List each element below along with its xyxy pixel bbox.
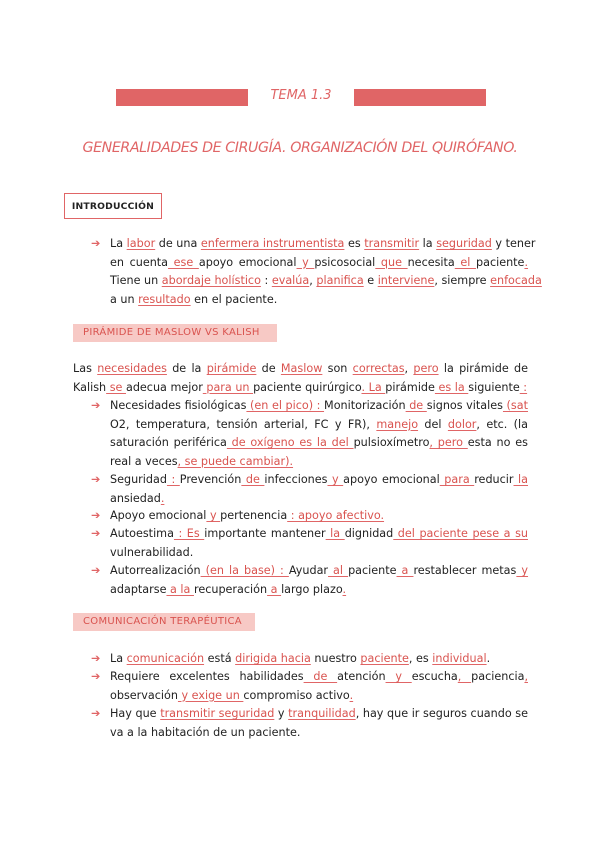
comunicacion-heading: COMUNICACIÓN TERAPÉUTICA: [73, 613, 255, 631]
text-segment: pulsioxímetro: [353, 436, 430, 449]
highlighted-term: necesidades: [97, 362, 167, 375]
highlighted-term: pirámide: [206, 362, 257, 375]
text-segment: de una: [155, 237, 201, 250]
text-segment: nuestro: [310, 652, 361, 665]
text-segment: esta no es: [467, 436, 528, 449]
highlighted-term: a: [267, 582, 282, 596]
highlighted-term: es la: [434, 380, 469, 394]
highlighted-term: que: [375, 255, 408, 269]
highlighted-term: :: [519, 380, 528, 394]
highlighted-term: tranquilidad: [288, 707, 356, 720]
text-segment: del: [418, 417, 448, 431]
highlighted-term: ,: [457, 670, 472, 683]
arrow-right-icon: ➔: [91, 399, 101, 412]
text-line: [110, 254, 528, 273]
highlighted-term: , se puede cambiar).: [177, 454, 294, 468]
text-segment: infecciones: [264, 473, 328, 486]
tema-label: TEMA 1.3: [270, 88, 332, 103]
highlighted-term: transmitir seguridad: [160, 707, 275, 720]
text-segment: de: [256, 362, 281, 375]
highlighted-term: . La: [361, 380, 386, 394]
text-line: [110, 235, 536, 254]
text-segment: Las: [73, 362, 98, 375]
highlighted-term: planifica: [316, 274, 364, 287]
text-line: [110, 668, 528, 687]
text-segment: Requiere excelentes habilidades: [110, 670, 304, 683]
text-segment: ansiedad: [110, 491, 161, 505]
intro-bullet-1: [91, 235, 542, 309]
highlighted-term: al: [328, 564, 349, 577]
text-segment: , siempre: [434, 274, 491, 287]
highlighted-term: , pero: [429, 436, 468, 449]
text-segment: necesita: [407, 255, 455, 269]
text-line: [110, 453, 528, 472]
arrow-right-icon: ➔: [91, 670, 101, 683]
text-line: [110, 416, 528, 435]
arrow-right-icon: ➔: [91, 707, 101, 720]
highlighted-term: de oxígeno es la del: [226, 436, 354, 449]
text-segment: Ayudar: [288, 564, 329, 577]
text-segment: apoyo emocional: [198, 255, 297, 269]
text-segment: compromiso activo: [243, 688, 350, 702]
text-segment: Prevención: [179, 473, 242, 486]
text-segment: en cuenta: [110, 255, 169, 269]
text-segment: está: [204, 652, 236, 665]
text-segment: Necesidades fisiológicas: [110, 399, 247, 412]
text-segment: la pirámide de: [438, 362, 528, 375]
highlighted-term: Maslow: [280, 362, 323, 375]
text-segment: .: [486, 652, 491, 665]
text-segment: siguiente: [468, 380, 520, 394]
text-segment: largo plazo: [281, 582, 343, 596]
text-line: [73, 360, 528, 379]
text-segment: Hay que: [110, 707, 161, 720]
text-line: [110, 471, 528, 490]
highlighted-term: ,: [524, 670, 528, 683]
comunicacion-bullet-3: [91, 705, 529, 742]
text-line: [110, 291, 528, 310]
highlighted-term: del paciente pese a su: [393, 527, 528, 540]
text-segment: observación: [110, 688, 178, 702]
highlighted-term: : Es: [173, 527, 205, 540]
maslow-bullet-seguridad: [91, 471, 528, 508]
text-segment: a un: [110, 292, 139, 306]
highlighted-term: seguridad: [436, 237, 492, 250]
text-line: [73, 379, 528, 398]
highlighted-term: y: [385, 670, 412, 683]
maslow-bullet-fisiologicas: [91, 397, 528, 471]
highlighted-term: pero: [413, 362, 439, 375]
text-segment: reducir: [474, 473, 514, 486]
highlighted-term: para: [439, 473, 475, 486]
text-segment: psicosocial: [314, 255, 376, 269]
text-segment: ,: [309, 274, 317, 287]
text-segment: , etc. (la: [476, 417, 528, 431]
highlighted-term: a la: [166, 582, 194, 596]
text-segment: signos vitales: [426, 399, 503, 412]
highlighted-term: manejo: [376, 417, 419, 431]
text-segment: Tiene un: [110, 274, 162, 287]
text-segment: vulnerabilidad.: [110, 545, 194, 559]
maslow-heading: PIRÁMIDE DE MASLOW VS KALISH: [73, 324, 277, 342]
highlighted-term: ese: [168, 255, 199, 269]
text-segment: adecua mejor: [125, 380, 203, 394]
text-segment: dignidad: [344, 527, 394, 540]
text-line: [110, 724, 528, 743]
text-line: [110, 507, 528, 526]
highlighted-term: y: [327, 473, 344, 486]
text-segment: ,: [404, 362, 414, 375]
intro-heading: INTRODUCCIÓN: [64, 193, 162, 219]
text-segment: La: [110, 652, 127, 665]
text-segment: :: [260, 274, 272, 287]
highlighted-term: se: [106, 380, 126, 394]
highlighted-term: abordaje holístico: [161, 274, 261, 287]
highlighted-term: (en la base) :: [200, 564, 289, 577]
text-segment: e: [363, 274, 378, 287]
comunicacion-bullet-1: [91, 650, 528, 669]
text-line: [110, 544, 528, 563]
highlighted-term: evalúa: [271, 274, 310, 287]
text-segment: y: [274, 707, 289, 720]
highlighted-term: labor: [126, 237, 156, 250]
highlighted-term: y exige un: [177, 688, 244, 702]
text-segment: Autorrealización: [110, 564, 201, 577]
text-segment: Kalish: [73, 380, 107, 394]
text-segment: son: [322, 362, 353, 375]
highlighted-term: :: [166, 473, 180, 486]
text-segment: , es: [408, 652, 433, 665]
highlighted-term: .: [160, 491, 165, 505]
text-segment: Seguridad: [110, 473, 167, 486]
highlighted-term: .: [349, 688, 354, 702]
highlighted-term: de: [303, 670, 338, 683]
arrow-right-icon: ➔: [91, 564, 101, 577]
arrow-right-icon: ➔: [91, 527, 101, 540]
highlighted-term: (en el pico) :: [246, 399, 325, 412]
text-segment: es: [344, 237, 365, 250]
highlighted-term: la: [513, 473, 528, 486]
text-segment: real a veces: [110, 454, 178, 468]
text-segment: atención: [337, 670, 386, 683]
highlighted-term: enfocada: [490, 274, 542, 287]
text-line: [110, 397, 528, 416]
text-segment: Apoyo emocional: [110, 509, 207, 522]
arrow-right-icon: ➔: [91, 237, 101, 250]
highlighted-term: .: [524, 255, 529, 269]
highlighted-term: individual: [432, 652, 487, 665]
highlighted-term: a: [396, 564, 414, 577]
highlighted-term: y: [516, 564, 529, 577]
text-line: [110, 525, 528, 544]
highlighted-term: correctas: [352, 362, 405, 375]
text-segment: paciente: [348, 564, 397, 577]
arrow-right-icon: ➔: [91, 509, 101, 522]
highlighted-term: y: [206, 509, 221, 522]
text-line: [110, 705, 528, 724]
highlighted-term: (sat: [502, 399, 528, 412]
text-segment: , hay que ir seguros cuando se: [355, 707, 529, 720]
highlighted-term: enfermera instrumentista: [200, 237, 345, 250]
title-banner-right: [354, 89, 486, 106]
highlighted-term: la: [325, 527, 345, 540]
arrow-right-icon: ➔: [91, 652, 101, 665]
text-segment: paciencia: [471, 670, 525, 683]
highlighted-term: el: [454, 255, 476, 269]
highlighted-term: interviene: [377, 274, 435, 287]
maslow-bullet-autoestima: [91, 525, 528, 562]
text-segment: Autoestima: [110, 527, 174, 540]
text-line: [110, 687, 528, 706]
maslow-bullet-apoyo: [91, 507, 528, 526]
text-segment: escucha: [411, 670, 458, 683]
text-segment: pertenencia: [220, 509, 288, 522]
highlighted-term: : apoyo afectivo.: [287, 509, 385, 522]
text-line: [110, 272, 542, 291]
arrow-right-icon: ➔: [91, 473, 101, 486]
maslow-intro-paragraph: [73, 360, 528, 397]
text-segment: La: [110, 237, 127, 250]
text-segment: en el paciente.: [190, 292, 278, 306]
text-segment: importante mantener: [204, 527, 326, 540]
text-segment: pirámide: [385, 380, 435, 394]
text-segment: O2, temperatura, tensión arterial, FC y FR),: [110, 417, 377, 431]
comunicacion-bullet-2: [91, 668, 528, 705]
highlighted-term: comunicación: [126, 652, 205, 665]
text-segment: paciente quirúrgico: [253, 380, 362, 394]
text-segment: restablecer metas: [413, 564, 517, 577]
highlighted-term: dirigida hacia: [235, 652, 311, 665]
text-segment: de la: [166, 362, 207, 375]
highlighted-term: paciente: [360, 652, 409, 665]
highlighted-term: y: [296, 255, 315, 269]
text-line: [110, 490, 528, 509]
highlighted-term: .: [342, 582, 347, 596]
highlighted-term: resultado: [138, 292, 191, 306]
text-segment: saturación periférica: [110, 436, 227, 449]
text-segment: adaptarse: [110, 582, 167, 596]
maslow-bullet-autorrealizacion: [91, 562, 529, 599]
text-segment: recuperación: [193, 582, 268, 596]
text-segment: Monitorización: [324, 399, 406, 412]
text-line: [110, 650, 528, 669]
text-segment: paciente: [475, 255, 525, 269]
highlighted-term: dolor: [447, 417, 477, 431]
highlighted-term: de: [405, 399, 427, 412]
text-segment: la: [419, 237, 437, 250]
text-line: [110, 562, 528, 581]
highlighted-term: para un: [202, 380, 254, 394]
text-segment: y tener: [491, 237, 536, 250]
text-line: [110, 434, 528, 453]
page-title: GENERALIDADES DE CIRUGÍA. ORGANIZACIÓN DEL QUIRÓFANO.: [82, 140, 518, 156]
text-segment: apoyo emocional: [343, 473, 440, 486]
text-line: [110, 581, 528, 600]
highlighted-term: transmitir: [364, 237, 420, 250]
title-banner-left: [116, 89, 248, 106]
highlighted-term: de: [241, 473, 265, 486]
text-segment: va a la habitación de un paciente.: [110, 725, 301, 739]
